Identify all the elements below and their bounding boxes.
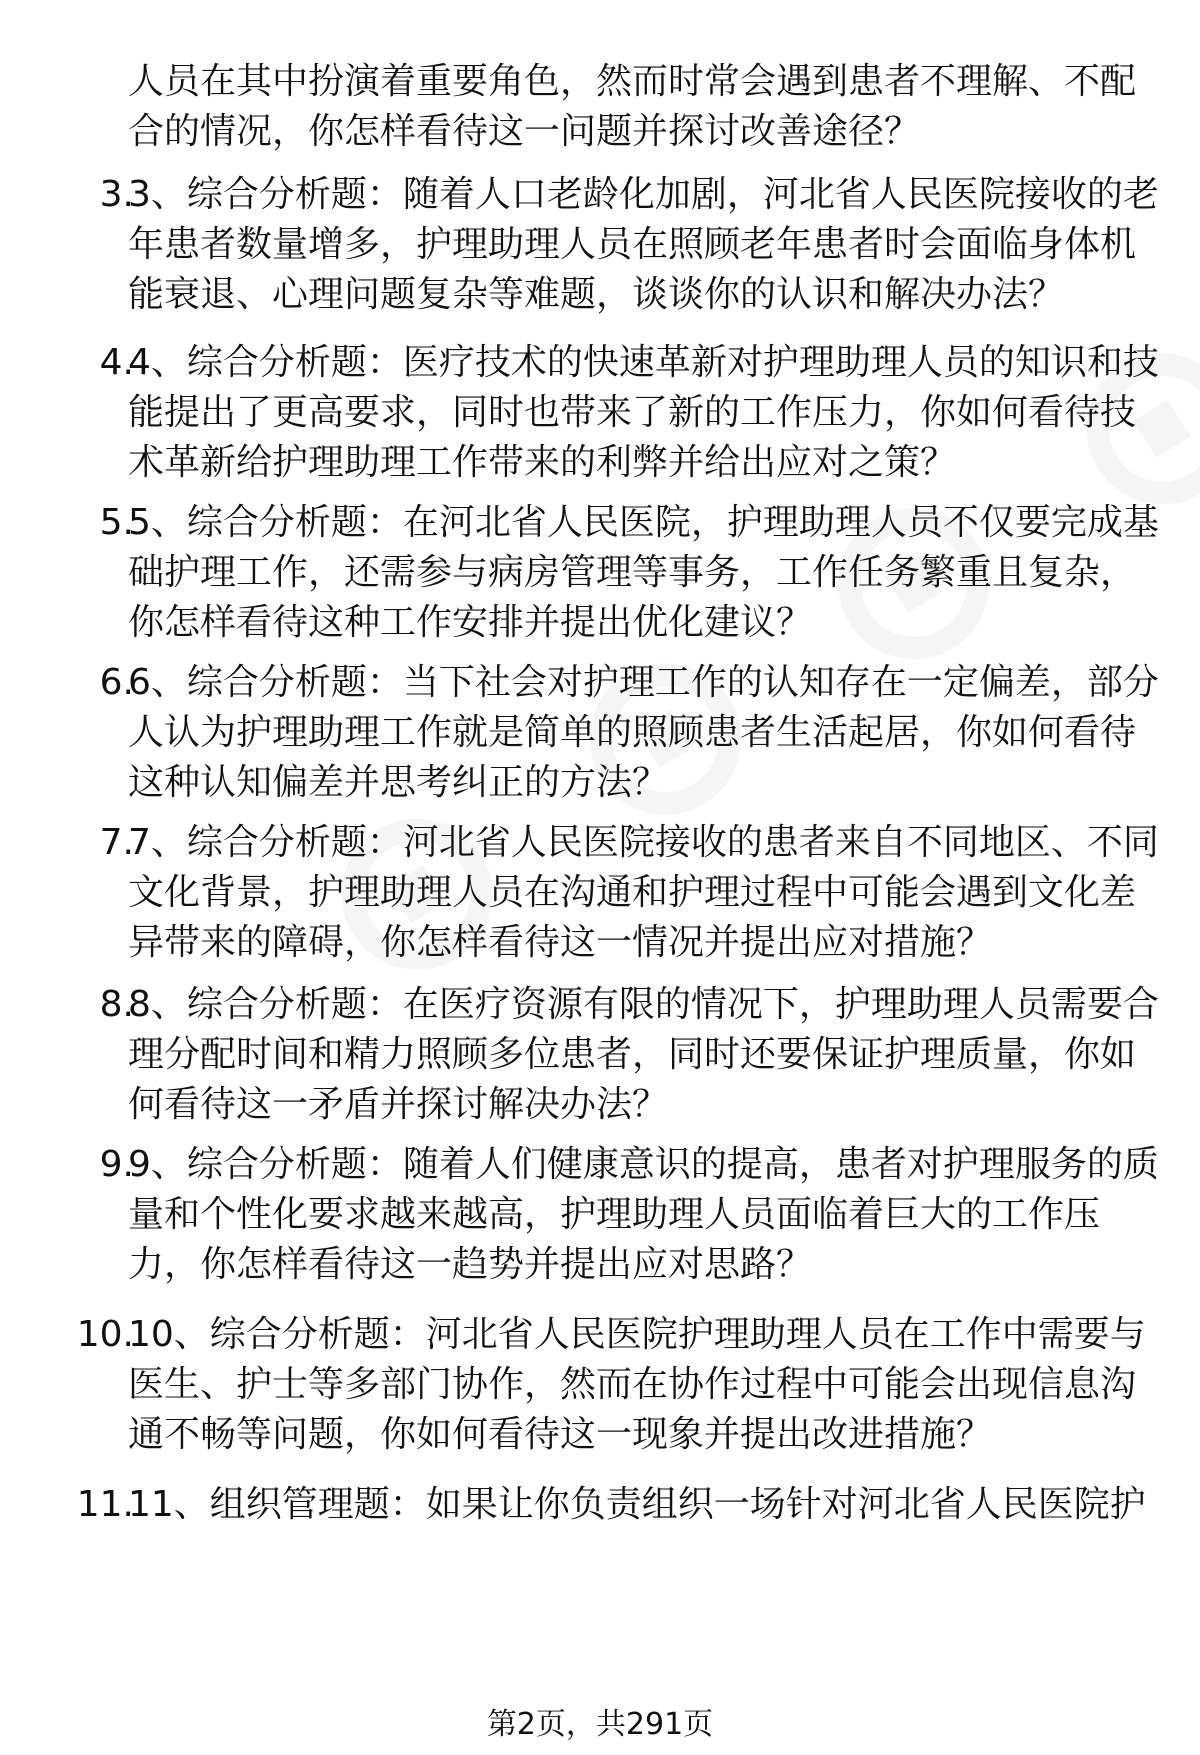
list-item-number: 3. <box>99 174 134 215</box>
list-item-text: 9、综合分析题：随着人们健康意识的提高，患者对护理服务的质量和个性化要求越来越高，护理助理人员面临着巨大的工作压力，你怎样看待这一趋势并提出应对思路？ <box>128 1144 1159 1285</box>
list-item-text: 8、综合分析题：在医疗资源有限的情况下，护理助理人员需要合理分配时间和精力照顾多位患者，同时还要保证护理质量，你如何看待这一矛盾并探讨解决办法？ <box>128 984 1159 1125</box>
list-item-text: 10、综合分析题：河北省人民医院护理助理人员在工作中需要与医生、护士等多部门协作，然而在协作过程中可能会出现信息沟通不畅等问题，你如何看待这一现象并提出改进措施？ <box>128 1314 1146 1455</box>
page-footer: 第2页，共291页 <box>486 1707 714 1742</box>
continuation-paragraph: 人员在其中扮演着重要角色，然而时常会遇到患者不理解、不配合的情况，你怎样看待这一问题并探讨改善途径？ <box>128 61 1137 152</box>
list-item-number: 5. <box>99 502 134 543</box>
list-item-number: 8. <box>99 984 134 1025</box>
list-item-number: 6. <box>99 662 134 703</box>
list-item-number: 9. <box>99 1144 134 1185</box>
list-item-text: 5、综合分析题：在河北省人民医院，护理助理人员不仅要完成基础护理工作，还需参与病房管理等事务，工作任务繁重且复杂，你怎样看待这种工作安排并提出优化建议？ <box>128 502 1159 643</box>
list-item-number: 11. <box>76 1484 134 1525</box>
list-item-number: 7. <box>99 822 134 863</box>
list-item-text: 6、综合分析题：当下社会对护理工作的认知存在一定偏差，部分人认为护理助理工作就是简单的照顾患者生活起居，你如何看待这种认知偏差并思考纠正的方法？ <box>128 662 1159 803</box>
list-item-number: 4. <box>99 342 134 383</box>
list-item-text: 3、综合分析题：随着人口老龄化加剧，河北省人民医院接收的老年患者数量增多，护理助理人员在照顾老年患者时会面临身体机能衰退、心理问题复杂等难题，谈谈你的认识和解决办法？ <box>128 174 1159 315</box>
list-item-text: 11、组织管理题：如果让你负责组织一场针对河北省人民医院护 <box>128 1484 1146 1525</box>
list-item-number: 10. <box>76 1314 134 1355</box>
list-item-text: 4、综合分析题：医疗技术的快速革新对护理助理人员的知识和技能提出了更高要求，同时也带来了新的工作压力，你如何看待技术革新给护理助理工作带来的利弊并给出应对之策？ <box>128 342 1159 483</box>
list-item-text: 7、综合分析题：河北省人民医院接收的患者来自不同地区、不同文化背景，护理助理人员在沟通和护理过程中可能会遇到文化差异带来的障碍，你怎样看待这一情况并提出应对措施？ <box>128 822 1159 963</box>
